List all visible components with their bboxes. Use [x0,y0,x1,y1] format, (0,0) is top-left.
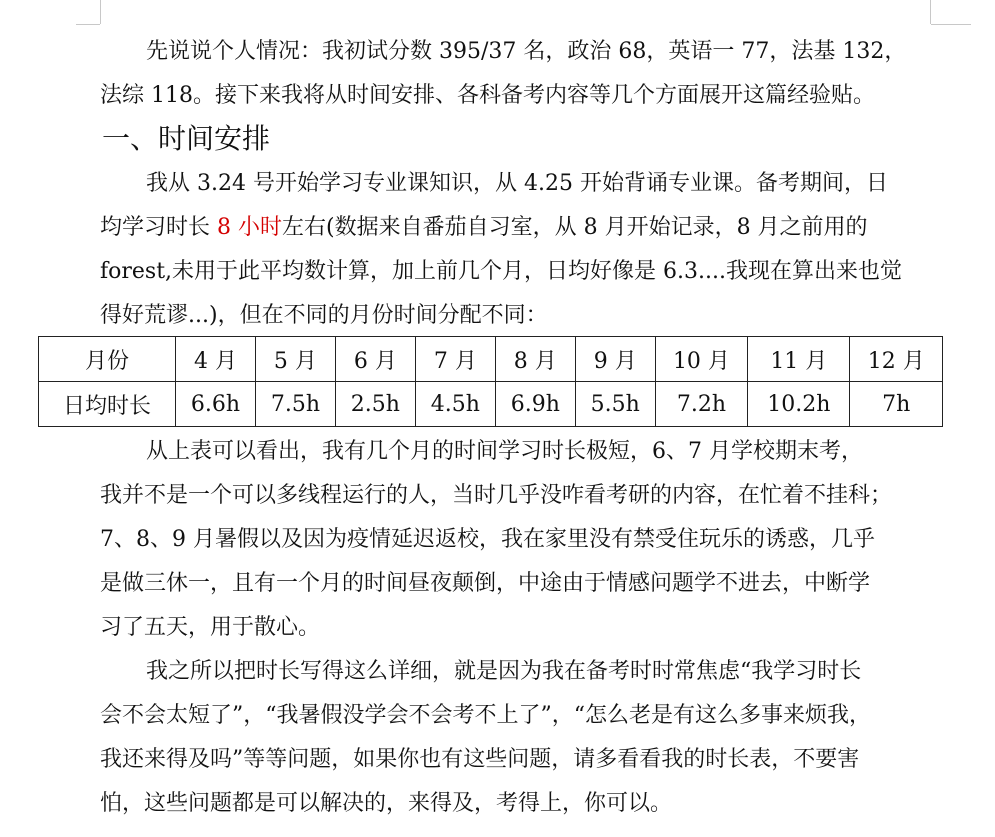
table-cell-hours: 5.5h [575,382,655,427]
table-cell-hours: 6.6h [176,382,256,427]
reassurance-paragraph [100,650,940,826]
intro-line-2: 法综 118。接下来我将从时间安排、各科备考内容等几个方面展开这篇经验贴。 [100,83,875,108]
schedule-line-2-start: 均学习时长 [100,215,217,240]
table-cell-month: 9 月 [575,337,655,382]
table-cell-hours: 7h [850,382,943,427]
table-row-months [39,337,943,382]
intro-paragraph [100,30,940,118]
table-cell-month: 6 月 [335,337,415,382]
analysis-paragraph [100,430,940,650]
reassurance-line-2: 会不会太短了”，“我暑假没学会不会考不上了”，“怎么老是有这么多事来烦我， [100,703,871,728]
table-cell-hours: 7.2h [655,382,747,427]
analysis-line-2: 我并不是一个可以多线程运行的人，当时几乎没咋看考研的内容，在忙着不挂科； [100,483,893,508]
table-cell-month: 11 月 [748,337,850,382]
monthly-hours-table [38,336,943,427]
analysis-line-3: 7、8、9 月暑假以及因为疫情延迟返校，我在家里没有禁受住玩乐的诱惑，几乎 [100,527,875,552]
schedule-paragraph [100,162,940,338]
table-cell-month: 5 月 [255,337,335,382]
table-header-month: 月份 [39,337,176,382]
table-cell-month: 4 月 [176,337,256,382]
intro-line-1: 先说说个人情况：我初试分数 395/37 名，政治 68，英语一 77，法基 132， [146,39,907,64]
table-cell-hours: 4.5h [415,382,495,427]
analysis-line-1: 从上表可以看出，我有几个月的时间学习时长极短，6、7 月学校期末考， [146,439,863,464]
table-cell-hours: 6.9h [495,382,575,427]
reassurance-line-3: 我还来得及吗”等等问题，如果你也有这些问题，请多看看我的时长表，不要害 [100,747,860,772]
table-cell-hours: 10.2h [748,382,850,427]
table-cell-month: 7 月 [415,337,495,382]
reassurance-line-1: 我之所以把时长写得这么详细，就是因为我在备考时时常焦虑“我学习时长 [146,659,862,684]
reassurance-line-4: 怕，这些问题都是可以解决的，来得及，考得上，你可以。 [100,791,673,816]
analysis-line-5: 习了五天，用于散心。 [100,615,321,640]
table-cell-month: 10 月 [655,337,747,382]
schedule-line-4: 得好荒谬...)，但在不同的月份时间分配不同： [100,303,548,328]
table-cell-hours: 2.5h [335,382,415,427]
schedule-line-1: 我从 3.24 号开始学习专业课知识，从 4.25 开始背诵专业课。备考期间，日 [146,171,888,196]
schedule-line-3: forest,未用于此平均数计算，加上前几个月，日均好像是 6.3....我现在算出来也觉 [100,259,903,284]
highlight-hours: 8 小时 [217,215,282,240]
schedule-line-2-end: 左右(数据来自番茄自习室，从 8 月开始记录，8 月之前用的 [282,215,868,240]
table-row-hours [39,382,943,427]
table-cell-month: 12 月 [850,337,943,382]
table-header-daily-hours: 日均时长 [39,382,176,427]
table-cell-month: 8 月 [495,337,575,382]
table-cell-hours: 7.5h [255,382,335,427]
schedule-line-2 [100,206,940,250]
section-heading-time-arrangement: 一、时间安排 [102,122,271,155]
analysis-line-4: 是做三休一，且有一个月的时间昼夜颠倒，中途由于情感问题学不进去，中断学 [100,571,871,596]
